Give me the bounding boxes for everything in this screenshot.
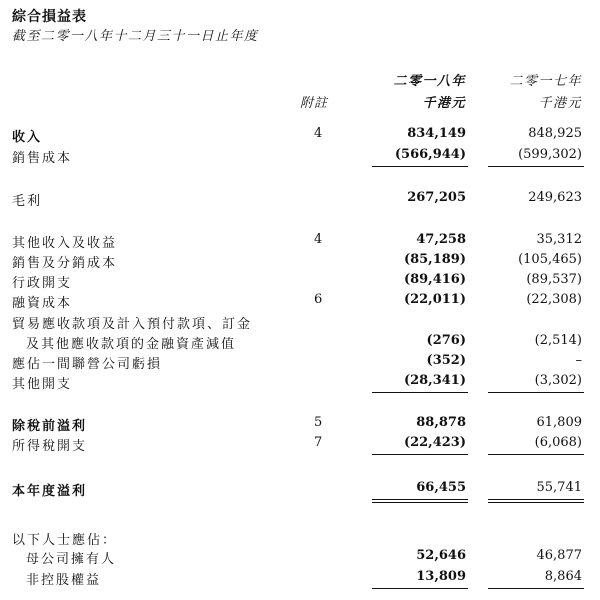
value-2017: 46,877 <box>536 548 582 563</box>
value-2018: 834,149 <box>407 126 466 141</box>
value-2018: 52,646 <box>416 548 466 563</box>
row-note: 4 <box>314 126 323 141</box>
row-label: 收入 <box>12 130 43 145</box>
table-row <box>0 311 600 331</box>
value-2017: 35,312 <box>536 232 582 247</box>
value-2018: (566,944) <box>394 147 466 162</box>
value-2018: (352) <box>426 353 466 368</box>
value-2017: (6,068) <box>534 435 582 450</box>
table-row <box>0 433 600 453</box>
table-row <box>0 331 600 351</box>
row-label: 所得稅開支 <box>12 439 88 454</box>
table-row <box>0 124 600 144</box>
row-note: 4 <box>314 232 323 247</box>
table-row <box>0 371 600 391</box>
row-label: 其他收入及收益 <box>12 236 118 251</box>
table-row <box>0 250 600 270</box>
value-2017: (3,302) <box>534 373 582 388</box>
value-2017: (89,537) <box>526 272 582 287</box>
value-2017: (2,514) <box>534 333 582 348</box>
value-2017: 249,623 <box>528 190 582 205</box>
value-2017: 8,864 <box>544 569 582 584</box>
row-label: 及其他應收款項的金融資產減值 <box>26 337 237 352</box>
row-label: 行政開支 <box>12 276 73 291</box>
value-2017: – <box>575 353 582 368</box>
total-double-rule <box>488 499 584 500</box>
total-double-rule <box>372 499 468 500</box>
row-label: 融資成本 <box>12 296 73 311</box>
row-label: 其他開支 <box>12 377 73 392</box>
value-2018: (22,423) <box>403 435 466 450</box>
table-row <box>0 145 600 165</box>
value-2017: (22,308) <box>526 292 582 307</box>
subtotal-rule <box>488 454 584 455</box>
row-label: 非控股權益 <box>26 573 102 588</box>
total-double-rule <box>372 502 468 503</box>
column-header-2018-unit: 千港元 <box>422 96 466 111</box>
table-row <box>0 413 600 433</box>
row-label: 以下人士應佔： <box>12 533 118 548</box>
table-row <box>0 527 600 547</box>
table-row <box>0 188 600 208</box>
table-row <box>0 351 600 371</box>
value-2017: 61,809 <box>536 415 582 430</box>
table-row <box>0 270 600 290</box>
statement-title: 綜合損益表 <box>12 9 87 25</box>
value-2017: 55,741 <box>536 480 582 495</box>
table-row <box>0 567 600 587</box>
subtotal-rule <box>372 392 468 393</box>
value-2018: (276) <box>426 333 466 348</box>
total-double-rule <box>488 502 584 503</box>
value-2018: 88,878 <box>416 415 466 430</box>
row-label: 銷售成本 <box>12 151 73 166</box>
subtotal-rule <box>372 588 468 589</box>
row-label: 本年度溢利 <box>12 484 88 499</box>
value-2018: 13,809 <box>416 569 466 584</box>
value-2018: 47,258 <box>416 232 466 247</box>
row-label: 銷售及分銷成本 <box>12 256 118 271</box>
table-row <box>0 290 600 310</box>
row-label: 貿易應收款項及計入預付款項、訂金 <box>12 317 253 332</box>
table-row <box>0 230 600 250</box>
value-2017: 848,925 <box>528 126 582 141</box>
column-header-2017-unit: 千港元 <box>538 96 582 111</box>
table-row <box>0 478 600 498</box>
value-2018: 66,455 <box>416 480 466 495</box>
value-2018: (89,416) <box>403 272 466 287</box>
column-header-2018-year: 二零一八年 <box>393 74 466 89</box>
value-2017: (599,302) <box>518 147 582 162</box>
subtotal-rule <box>488 392 584 393</box>
row-label: 應佔一間聯營公司虧損 <box>12 357 163 372</box>
column-header-2017-year: 二零一七年 <box>509 74 582 89</box>
value-2017: (105,465) <box>518 252 582 267</box>
subtotal-rule <box>372 454 468 455</box>
row-label: 母公司擁有人 <box>26 552 117 567</box>
row-label: 除稅前溢利 <box>12 419 88 434</box>
table-row <box>0 546 600 566</box>
row-note: 6 <box>314 292 323 307</box>
row-label: 毛利 <box>12 194 43 209</box>
row-note: 5 <box>314 415 323 430</box>
subtotal-rule <box>488 588 584 589</box>
value-2018: (85,189) <box>403 252 466 267</box>
row-note: 7 <box>314 435 323 450</box>
value-2018: (22,011) <box>403 292 466 307</box>
value-2018: 267,205 <box>407 190 466 205</box>
column-header-note: 附註 <box>300 96 329 111</box>
value-2018: (28,341) <box>403 373 466 388</box>
subtotal-rule <box>372 166 468 167</box>
subtotal-rule <box>488 166 584 167</box>
statement-period: 截至二零一八年十二月三十一日止年度 <box>12 29 259 44</box>
